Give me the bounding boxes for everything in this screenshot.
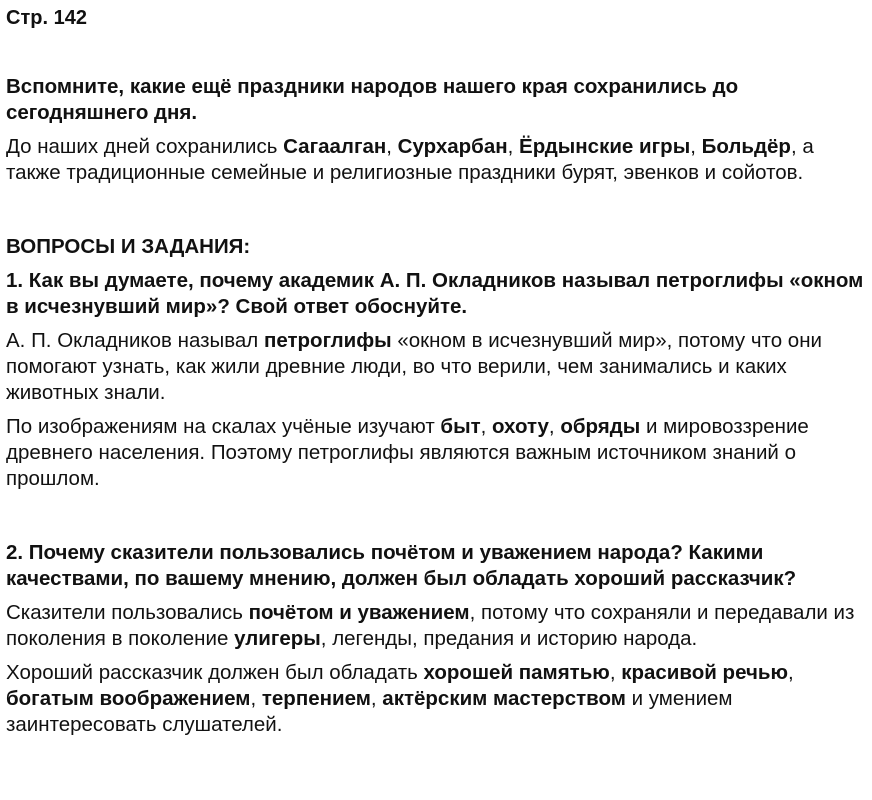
section-title: ВОПРОСЫ И ЗАДАНИЯ: xyxy=(6,235,251,258)
answer-2-paragraph-1: Сказители пользовались почётом и уважением, потому что сохраняли и передавали из поколения в поколение улигеры, легенды, предания и историю народа. xyxy=(6,601,855,650)
answer-2-paragraph-2: Хороший рассказчик должен был обладать хорошей памятью, красивой речью, богатым воображением, терпением, актёрским мастерством и умением заинтересовать слушателей. xyxy=(6,661,794,736)
question-2: 2. Почему сказители пользовались почётом и уважением народа? Какими качествами, по вашему мнению, должен был обладать хороший рассказчик? xyxy=(6,541,797,590)
intro-answer: До наших дней сохранились Сагаалган, Сурхарбан, Ёрдынские игры, Больдёр, а также традиционные семейные и религиозные праздники бурят, эвенков и сойотов. xyxy=(6,135,814,184)
question-1: 1. Как вы думаете, почему академик А. П. Окладников называл петроглифы «окном в исчезнувший мир»? Свой ответ обоснуйте. xyxy=(6,269,864,318)
intro-question: Вспомните, какие ещё праздники народов нашего края сохранились до сегодняшнего дня. xyxy=(6,75,739,124)
answer-1-paragraph-1: А. П. Окладников называл петроглифы «окном в исчезнувший мир», потому что они помогают узнать, как жили древние люди, во что верили, чем занимались и каких животных знали. xyxy=(6,329,822,404)
answer-1-paragraph-2: По изображениям на скалах учёные изучают быт, охоту, обряды и мировоззрение древнего населения. Поэтому петроглифы являются важным источником знаний о прошлом. xyxy=(6,415,809,490)
page-label: Стр. 142 xyxy=(6,7,87,29)
